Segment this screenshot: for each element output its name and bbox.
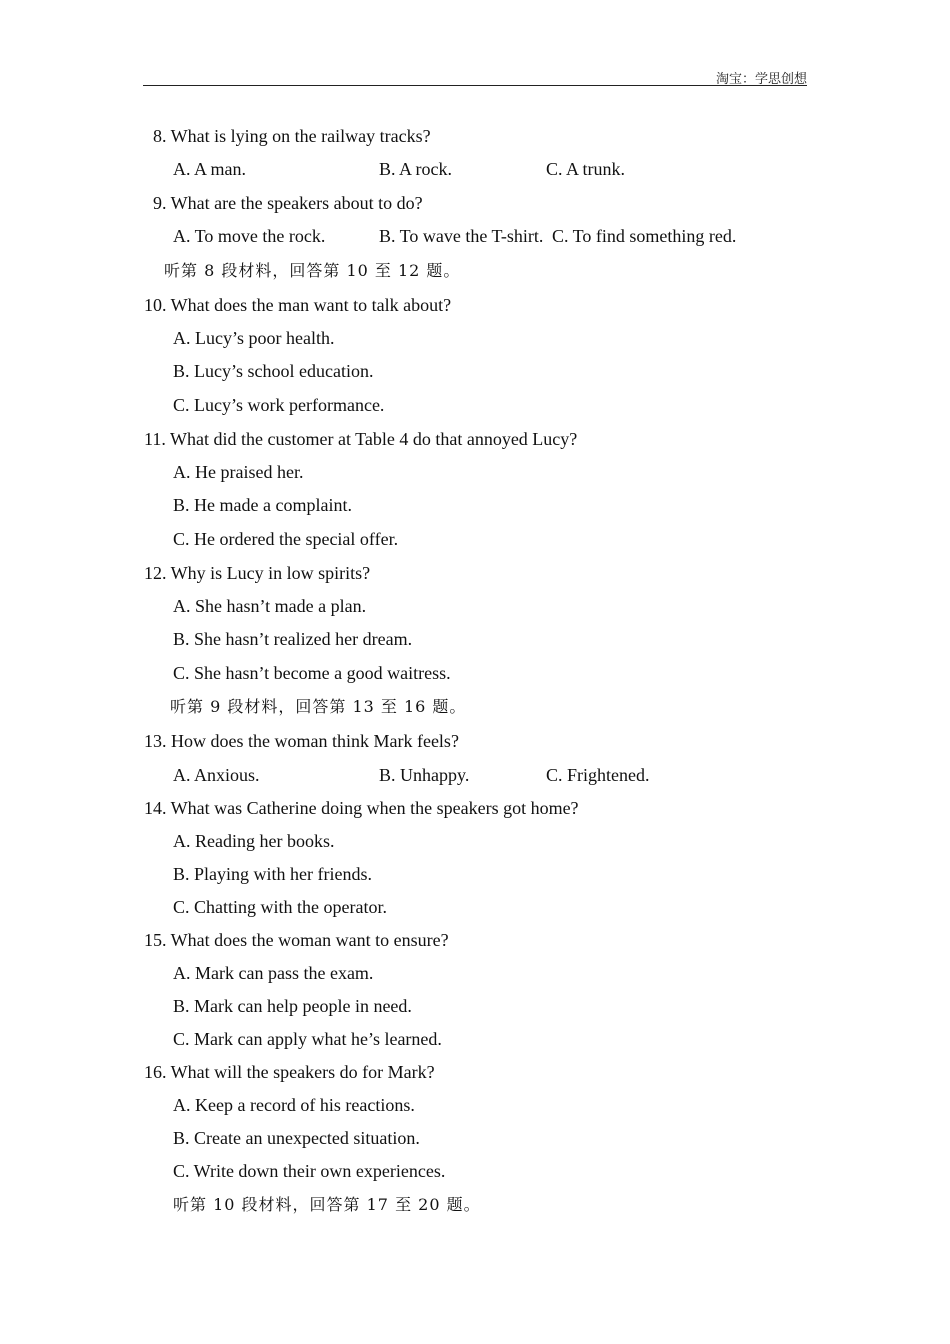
q14-option-c: C. Chatting with the operator. <box>173 897 387 917</box>
q13-option-b: B. Unhappy. <box>379 765 470 785</box>
q12-option-c: C. She hasn’t become a good waitress. <box>173 663 451 683</box>
q15-option-b: B. Mark can help people in need. <box>173 996 412 1016</box>
q8-option-c: C. A trunk. <box>546 159 626 179</box>
q16-option-b: B. Create an unexpected situation. <box>173 1128 420 1148</box>
question-13: 13. How does the woman think Mark feels? <box>144 731 459 751</box>
q15-option-c: C. Mark can apply what he’s learned. <box>173 1029 442 1049</box>
q9-option-b: B. To wave the T-shirt. <box>379 226 544 246</box>
q14-option-b: B. Playing with her friends. <box>173 864 372 884</box>
q15-option-a: A. Mark can pass the exam. <box>173 963 374 983</box>
question-16: 16. What will the speakers do for Mark? <box>144 1062 435 1082</box>
question-12: 12. Why is Lucy in low spirits? <box>144 563 371 583</box>
question-15: 15. What does the woman want to ensure? <box>144 930 449 950</box>
section-heading-9: 听第 9 段材料，回答第 13 至 16 题。 <box>170 697 467 716</box>
section-heading-10: 听第 10 段材料，回答第 17 至 20 题。 <box>173 1195 481 1214</box>
q10-option-c: C. Lucy’s work performance. <box>173 395 385 415</box>
q13-option-a: A. Anxious. <box>173 765 260 785</box>
question-11: 11. What did the customer at Table 4 do that annoyed Lucy? <box>144 429 578 449</box>
question-9: 9. What are the speakers about to do? <box>153 193 423 213</box>
q16-option-c: C. Write down their own experiences. <box>173 1161 446 1181</box>
q11-option-a: A. He praised her. <box>173 462 304 482</box>
q8-option-b: B. A rock. <box>379 159 453 179</box>
q14-option-a: A. Reading her books. <box>173 831 335 851</box>
q11-option-b: B. He made a complaint. <box>173 495 352 515</box>
q10-option-a: A. Lucy’s poor health. <box>173 328 335 348</box>
q9-option-a: A. To move the rock. <box>173 226 326 246</box>
question-8: 8. What is lying on the railway tracks? <box>153 126 431 146</box>
question-14: 14. What was Catherine doing when the speakers got home? <box>144 798 579 818</box>
q11-option-c: C. He ordered the special offer. <box>173 529 399 549</box>
q16-option-a: A. Keep a record of his reactions. <box>173 1095 415 1115</box>
section-heading-8: 听第 8 段材料，回答第 10 至 12 题。 <box>164 261 461 280</box>
q10-option-b: B. Lucy’s school education. <box>173 361 374 381</box>
q13-option-c: C. Frightened. <box>546 765 650 785</box>
header-divider <box>143 85 807 86</box>
q12-option-a: A. She hasn’t made a plan. <box>173 596 367 616</box>
question-10: 10. What does the man want to talk about? <box>144 295 452 315</box>
q12-option-b: B. She hasn’t realized her dream. <box>173 629 413 649</box>
q9-option-c: C. To find something red. <box>552 226 737 246</box>
q8-option-a: A. A man. <box>173 159 247 179</box>
header-source-label: 淘宝：学思创想 <box>715 72 807 87</box>
